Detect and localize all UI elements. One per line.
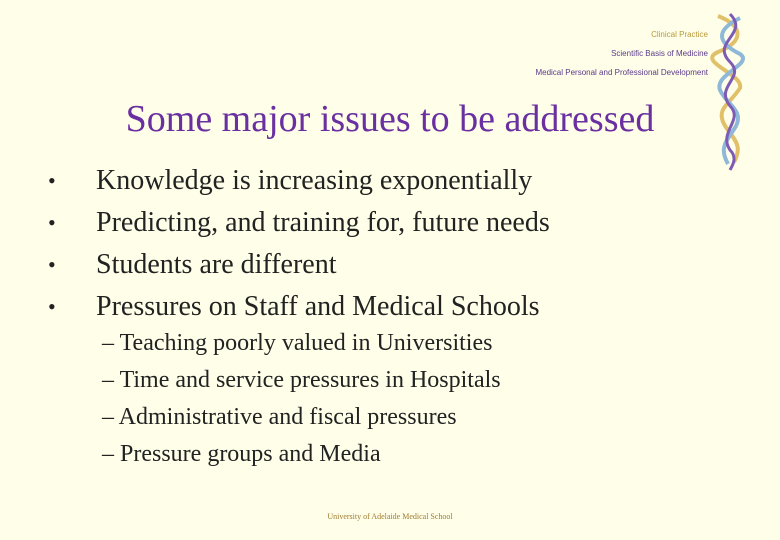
helix-logo-icon [710,12,750,172]
header-professional-development: Medical Personal and Professional Development [535,68,708,77]
header-clinical-practice: Clinical Practice [651,30,708,39]
sub-bullet-item: – Pressure groups and Media [102,441,381,467]
bullet-item [44,244,550,286]
sub-bullet-item: – Time and service pressures in Hospitals [102,367,501,393]
bullet-text: Knowledge is increasing exponentially [96,165,533,196]
header-lines [408,25,708,82]
bullet-text: Predicting, and training for, future needs [96,207,550,238]
bullet-text: Students are different [96,249,337,280]
sub-bullet-item: – Administrative and fiscal pressures [102,404,457,430]
bullet-dot: • [48,210,56,235]
bullet-dot: • [48,168,56,193]
bullet-item [44,286,550,328]
slide-title: Some major issues to be addressed [125,98,655,140]
header-scientific-basis: Scientific Basis of Medicine [611,49,708,58]
bullet-text: Pressures on Staff and Medical Schools [96,291,540,322]
main-bullet-list [44,160,550,328]
bullet-item [44,202,550,244]
bullet-dot: • [48,252,56,277]
sub-bullet-list [102,325,501,473]
bullet-item [44,160,550,202]
footer-institution: University of Adelaide Medical School [327,512,453,521]
sub-bullet-item: – Teaching poorly valued in Universities [102,330,493,356]
bullet-dot: • [48,294,56,319]
